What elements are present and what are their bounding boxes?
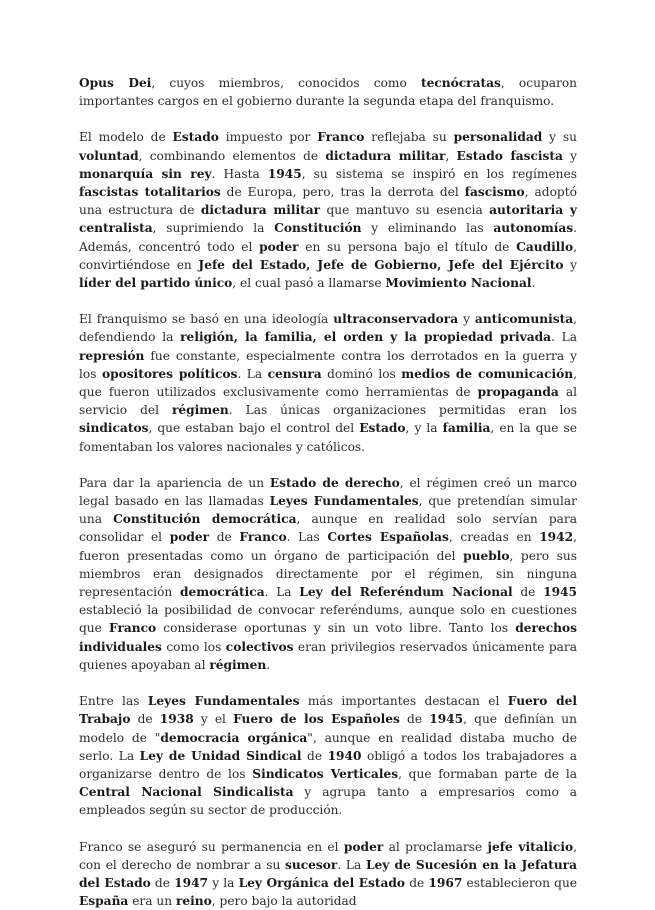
text-run: de	[512, 585, 544, 600]
text-run: de	[399, 712, 430, 727]
text-run: estableció la posibilidad de convocar referéndums, aunque solo en cuestiones que	[79, 603, 577, 636]
bold-term: poder	[169, 530, 210, 545]
paragraph-estado-de-derecho	[79, 474, 577, 674]
text-run: , que formaban parte de la	[398, 766, 577, 781]
text-run: y eliminando las	[361, 221, 494, 236]
text-run: , y la	[405, 421, 443, 436]
bold-term: tecnócratas	[420, 76, 501, 90]
bold-term: Central Nacional Sindicalista	[79, 785, 294, 800]
text-run: de	[405, 875, 429, 890]
text-run: y la	[208, 875, 239, 890]
bold-term: 1942	[539, 530, 574, 545]
text-run: , adoptó una estructura de	[79, 185, 577, 218]
text-run: obligó a todos los trabajadores a organizarse dentro de los	[79, 748, 577, 781]
text-run: , que pretendían simular una	[79, 494, 578, 527]
bold-term: 1938	[159, 712, 194, 727]
text-run: . Las únicas organizaciones permitidas eran los	[228, 403, 577, 418]
bold-term: democrática	[179, 585, 265, 600]
bold-term: régimen	[171, 403, 229, 418]
bold-term: religión, la familia, el orden y la propiedad privada	[180, 330, 552, 345]
bold-term: democracia orgánica	[160, 730, 308, 745]
bold-term: propaganda	[477, 385, 559, 400]
bold-term: pueblo	[463, 548, 510, 563]
text-run: fue constante, especialmente contra los derrotados en la guerra y los	[79, 348, 577, 381]
text-run: de Europa, pero, tras la derrota del	[220, 185, 465, 200]
bold-term: Jefe del Estado, Jefe de Gobierno, Jefe del Ejército	[198, 257, 564, 272]
bold-term: censura	[267, 366, 322, 381]
text-run: era un	[128, 894, 176, 909]
text-run: . La	[264, 585, 300, 600]
bold-term: Ley de Sucesión en la Jefatura del Estado	[79, 857, 577, 890]
text-run: reflejaba su	[364, 130, 454, 145]
bold-term: dictadura militar	[200, 203, 321, 218]
bold-term: Ley Orgánica del Estado	[238, 875, 406, 890]
text-run: , aunque en realidad solo servían para consolidar el	[79, 512, 577, 545]
bold-term: Constitución	[274, 221, 362, 236]
text-run: , que estaban bajo el control del	[148, 421, 360, 436]
text-run: ,	[445, 148, 457, 163]
bold-term: 1967	[428, 875, 463, 890]
bold-term: 1947	[174, 875, 209, 890]
text-run: , que fueron utilizados exclusivamente como herramientas de	[79, 366, 577, 400]
text-run: al proclamarse	[383, 839, 488, 854]
bold-term: Fuero del Trabajo	[79, 694, 578, 727]
text-run: eran privilegios reservados únicamente para quienes apoyaban al	[79, 639, 578, 672]
bold-term: Leyes Fundamentales	[269, 494, 419, 509]
text-run: . Además, concentró todo el	[79, 221, 577, 254]
bold-term: ultraconservadora	[333, 312, 459, 327]
text-run: más importantes destacan el	[299, 694, 508, 709]
paragraph-modelo-estado	[79, 128, 577, 292]
text-run: , pero bajo la autoridad	[211, 894, 357, 909]
text-run: , en la que se fomentaban los valores nacionales y católicos.	[79, 421, 577, 454]
bold-term: jefe vitalicio	[487, 839, 574, 854]
bold-term: autonomías	[493, 221, 574, 236]
bold-term: monarquía sin rey	[79, 166, 212, 181]
bold-term: Constitución democrática	[113, 512, 297, 527]
bold-term: derechos individuales	[79, 621, 577, 654]
text-run: , pero sus miembros eran designados directamente por el régimen, sin ninguna representación	[79, 548, 577, 600]
text-run: ", aunque en realidad distaba mucho de serlo. La	[79, 730, 578, 763]
bold-term: fascismo	[464, 185, 525, 200]
bold-term: Estado	[359, 421, 406, 436]
text-run: .	[531, 276, 536, 291]
text-run: , convirtiéndose en	[79, 239, 578, 272]
text-run: Franco se aseguró su permanencia en el	[79, 839, 344, 854]
text-run: de	[150, 875, 175, 890]
text-run: y	[458, 312, 475, 327]
bold-term: reino	[175, 894, 212, 909]
bold-term: líder del partido único	[79, 276, 233, 291]
bold-term: colectivos	[225, 639, 294, 654]
bold-term: sucesor	[285, 857, 338, 872]
bold-term: 1945	[267, 166, 302, 181]
text-run: al servicio del	[79, 385, 578, 418]
bold-term: autoritaria y centralista	[79, 203, 577, 236]
bold-term: régimen	[209, 657, 267, 672]
text-run: , defendiendo la	[79, 312, 577, 345]
bold-term: represión	[79, 348, 145, 363]
paragraph-opus-dei	[79, 74, 577, 110]
text-run: Entre las	[79, 694, 148, 709]
text-run: y su	[542, 130, 577, 145]
bold-term: Franco	[109, 621, 157, 636]
bold-term: Ley del Referéndum Nacional	[299, 585, 513, 600]
text-run: .	[266, 657, 271, 672]
bold-term: Sindicatos Verticales	[252, 766, 399, 781]
bold-term: poder	[259, 239, 299, 254]
bold-term: dictadura militar	[325, 148, 446, 163]
bold-term: Estado fascista	[456, 148, 563, 163]
text-run: impuesto por	[218, 130, 318, 145]
text-run: . Las	[286, 530, 328, 545]
text-run: de	[130, 712, 160, 727]
paragraph-ideologia	[79, 310, 577, 456]
bold-term: opositores políticos	[101, 366, 238, 381]
text-run: , el régimen creó un marco legal basado en las llamadas	[79, 475, 577, 509]
bold-term: Caudillo	[516, 239, 574, 254]
text-run: , cuyos miembros, conocidos como	[151, 76, 421, 90]
text-run: , su sistema se inspiró en los regímenes	[301, 166, 577, 181]
text-run: y agrupa tanto a empresarios como a empleados según su sector de producción.	[79, 785, 577, 818]
bold-term: anticomunista	[474, 312, 574, 327]
text-run: El franquismo se basó en una ideología	[79, 312, 334, 327]
text-run: establecieron que	[462, 875, 578, 890]
text-run: , el cual pasó a llamarse	[232, 276, 386, 291]
text-run: y	[563, 257, 577, 272]
bold-term: Cortes Españolas	[327, 530, 449, 545]
bold-term: Movimiento Nacional	[385, 276, 532, 291]
text-run: que mantuvo su esencia	[320, 203, 490, 218]
text-run: y el	[193, 712, 234, 727]
text-run: Para dar la apariencia de un	[79, 475, 270, 490]
text-run: , creadas en	[448, 530, 540, 545]
bold-term: poder	[343, 839, 384, 854]
text-run: en su persona bajo el título de	[298, 239, 517, 254]
bold-term: 1945	[543, 585, 578, 600]
text-run: , que definían un modelo de "	[79, 712, 577, 745]
text-run: de	[301, 748, 328, 763]
text-run: . La	[551, 330, 578, 345]
text-run: . Hasta	[211, 166, 268, 181]
text-run: . La	[237, 366, 268, 381]
text-run: , con el derecho de nombrar a su	[79, 839, 577, 872]
bold-term: Estado	[172, 130, 219, 145]
bold-term: familia	[442, 421, 491, 436]
bold-term: Opus Dei	[79, 76, 152, 90]
bold-term: Fuero de los Españoles	[233, 712, 400, 727]
text-run: de	[209, 530, 240, 545]
text-run: , fueron presentadas como un órgano de participación del	[79, 530, 577, 563]
bold-term: personalidad	[453, 130, 543, 145]
text-run: como los	[161, 639, 226, 654]
text-run: dominó los	[321, 366, 402, 381]
paragraph-sucesion	[79, 838, 577, 910]
bold-term: Franco	[239, 530, 287, 545]
bold-term: 1945	[429, 712, 464, 727]
text-run: , ocuparon importantes cargos en el gobierno durante la segunda etapa del franquismo.	[79, 76, 578, 109]
bold-term: Ley de Unidad Sindical	[139, 748, 302, 763]
bold-term: voluntad	[79, 148, 139, 163]
bold-term: Leyes Fundamentales	[147, 694, 300, 709]
bold-term: medios de comunicación	[401, 366, 574, 381]
text-run: , combinando elementos de	[138, 148, 326, 163]
bold-term: Estado de derecho	[269, 475, 400, 490]
text-run: El modelo de	[79, 130, 173, 145]
bold-term: España	[79, 894, 129, 909]
text-run: , suprimiendo la	[152, 221, 275, 236]
text-run: considerase oportunas y sin un voto libre. Tanto los	[156, 621, 516, 636]
bold-term: 1940	[327, 748, 362, 763]
bold-term: sindicatos	[79, 421, 149, 436]
bold-term: fascistas totalitarios	[79, 185, 221, 200]
paragraph-leyes-fundamentales	[79, 692, 577, 819]
text-run: y	[562, 148, 578, 163]
text-run: . La	[337, 857, 366, 872]
bold-term: Franco	[317, 130, 365, 145]
